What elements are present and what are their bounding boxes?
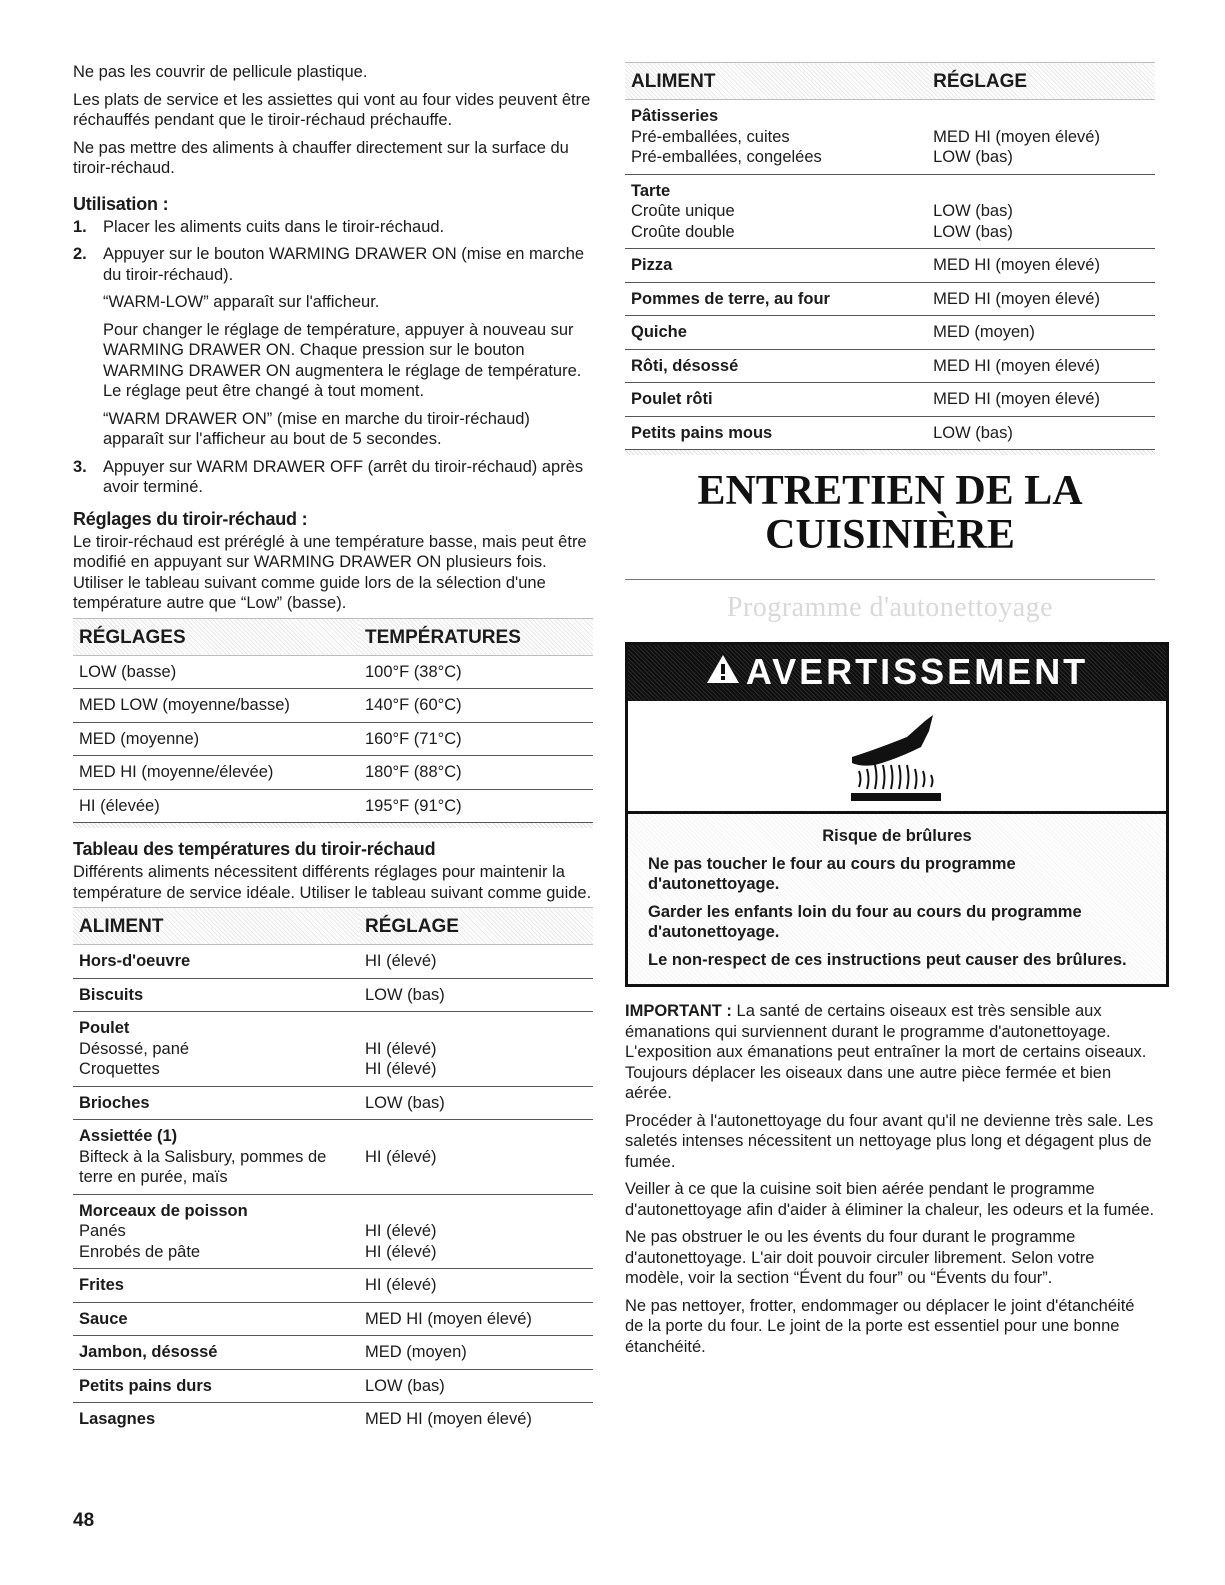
col-reglage: RÉGLAGE	[359, 908, 593, 945]
food-setting: LOW (bas)	[359, 1086, 593, 1120]
paragraph: Veiller à ce que la cuisine soit bien aérée pendant le programme d'autonettoyage afin d'aider à éliminer la chaleur, les odeurs et la fumée.	[625, 1180, 1155, 1219]
page-number: 48	[73, 1510, 95, 1531]
food-item: Bifteck à la Salisbury, pommes de terre en purée, maïs	[79, 1147, 327, 1186]
reglages-heading: Réglages du tiroir-réchaud :	[73, 508, 308, 529]
step-2-note-3: “WARM DRAWER ON” (mise en marche du tiroir-réchaud) apparaît sur l'afficheur au bout de 5 secondes.	[103, 409, 530, 448]
warning-line-2: Garder les enfants loin du four au cours du programme d'autonettoyage.	[648, 902, 1082, 941]
warning-box	[625, 642, 1169, 987]
food-setting: LOW (bas)	[359, 978, 593, 1012]
section-title: ENTRETIEN DE LA CUISINIÈRE	[697, 468, 1083, 558]
food-setting: HI (élevé)	[359, 945, 593, 979]
food-setting: MED HI (moyen élevé)	[365, 1410, 532, 1428]
table-row	[73, 1403, 593, 1436]
step-2-note-2: Pour changer le réglage de température, appuyer à nouveau sur WARMING DRAWER ON. Chaque pression sur le bouton WARMING DRAWER ON augmentera le réglage de température. Le réglage peut être changé à tout moment.	[103, 320, 582, 400]
food-category: Biscuits	[79, 985, 144, 1004]
left-column	[73, 62, 593, 1436]
warning-risk: Risque de brûlures	[822, 827, 972, 845]
food-setting: HI (élevé)	[365, 1060, 437, 1078]
food-setting: HI (élevé)	[365, 1242, 437, 1261]
table-row	[73, 1120, 593, 1195]
food-setting: LOW (bas)	[933, 423, 1013, 442]
table-row: LOW (basse) 100°F (38°C)	[73, 655, 593, 689]
warning-header: AVERTISSEMENT	[628, 645, 1166, 701]
warning-body	[628, 814, 1166, 984]
intro-paragraph-3: Ne pas mettre des aliments à chauffer directement sur la surface du tiroir-réchaud.	[73, 138, 569, 177]
food-category: Morceaux de poisson	[79, 1201, 248, 1220]
col-aliment: ALIMENT	[625, 63, 927, 100]
food-item: Croûte unique	[631, 202, 735, 220]
food-item: Pré-emballées, cuites	[631, 127, 790, 146]
col-reglages: RÉGLAGES	[73, 618, 359, 655]
food-item: Panés	[79, 1222, 126, 1240]
food-category: Lasagnes	[79, 1410, 156, 1428]
food-setting: MED HI (moyen élevé)	[927, 282, 1155, 316]
table-row	[625, 249, 1155, 283]
food-category: Petits pains mous	[631, 423, 773, 442]
intro-paragraph-1: Ne pas les couvrir de pellicule plastique.	[73, 63, 368, 81]
table-row	[625, 282, 1155, 316]
table-row: MED HI (moyenne/élevée) 180°F (88°C)	[73, 756, 593, 790]
col-temperatures: TEMPÉRATURES	[359, 618, 593, 655]
reglages-text: Le tiroir-réchaud est préréglé à une température basse, mais peut être modifié en appuyant sur WARMING DRAWER ON plusieurs fois. Utiliser le tableau suivant comme guide lors de la sélection d'une température autre que “Low” (basse).	[73, 532, 587, 612]
food-category: Pommes de terre, au four	[631, 289, 830, 308]
food-category: Sauce	[79, 1309, 128, 1328]
table-row	[73, 945, 593, 979]
table-row	[73, 1369, 593, 1403]
temperature-settings-table	[73, 618, 593, 823]
food-item: Croquettes	[79, 1060, 160, 1078]
food-setting: MED HI (moyen élevé)	[359, 1302, 593, 1336]
food-category: Frites	[79, 1276, 124, 1294]
food-category: Poulet	[79, 1019, 130, 1037]
warning-line-1: Ne pas toucher le four au cours du programme d'autonettoyage.	[648, 854, 1016, 893]
col-aliment: ALIMENT	[73, 908, 359, 945]
title-divider	[625, 579, 1155, 580]
table-row	[73, 1336, 593, 1370]
food-category: Pâtisseries	[631, 107, 719, 125]
food-item: Croûte double	[631, 222, 735, 241]
table-end-rule	[625, 449, 1155, 455]
food-setting: MED HI (moyen élevé)	[927, 383, 1155, 417]
paragraph: Ne pas obstruer le ou les évents du four durant le programme d'autonettoyage. L'air doit pouvoir circuler librement. Selon votre modèle, voir la section “Évent du four” ou “Évents du four”.	[625, 1228, 1095, 1287]
table-row	[625, 100, 1155, 175]
table-row: HI (élevée) 195°F (91°C)	[79, 796, 462, 815]
tableau-heading: Tableau des températures du tiroir-réchaud	[73, 839, 436, 859]
step-2-note-1: “WARM-LOW” apparaît sur l'afficheur.	[103, 293, 380, 311]
table-end-rule	[73, 822, 593, 828]
table-row: MED LOW (moyenne/basse) 140°F (60°C)	[73, 689, 593, 723]
food-category: Rôti, désossé	[631, 356, 739, 375]
food-settings-table-left	[73, 907, 593, 1436]
food-settings-table-right	[625, 62, 1155, 449]
food-item: Enrobés de pâte	[79, 1242, 201, 1261]
table-row	[625, 383, 1155, 417]
food-setting: MED HI (moyen élevé)	[927, 349, 1155, 383]
step-3: 3. Appuyer sur WARM DRAWER OFF (arrêt du tiroir-réchaud) après avoir terminé.	[73, 457, 584, 496]
food-setting: MED (moyen)	[927, 316, 1155, 350]
table-row	[73, 1086, 593, 1120]
food-category: Petits pains durs	[79, 1376, 212, 1395]
table-row	[73, 1269, 593, 1303]
paragraph: Ne pas nettoyer, frotter, endommager ou déplacer le joint d'étanchéité de la porte du four. Le joint de la porte est essentiel pour une bonne étanchéité.	[625, 1296, 1135, 1356]
food-category: Hors-d'oeuvre	[79, 952, 191, 970]
food-category: Quiche	[631, 323, 687, 341]
table-row	[625, 174, 1155, 249]
important-label: IMPORTANT :	[625, 1002, 732, 1020]
paragraph: Procéder à l'autonettoyage du four avant qu'il ne devienne très sale. Les saletés intenses nécessitent un nettoyage plus long et dégagent plus de fumée.	[625, 1111, 1154, 1171]
food-item: Pré-emballées, congelées	[631, 148, 822, 166]
step-1: 1. Placer les aliments cuits dans le tiroir-réchaud.	[73, 217, 445, 236]
utilisation-steps	[73, 217, 593, 498]
col-reglage: RÉGLAGE	[927, 63, 1155, 100]
tableau-text: Différents aliments nécessitent différents réglages pour maintenir la température de service idéale. Utiliser le tableau suivant comme guide.	[73, 863, 592, 902]
food-item: Désossé, pané	[79, 1039, 190, 1058]
food-setting: LOW (bas)	[933, 202, 1013, 220]
table-row	[73, 1194, 593, 1269]
table-row	[73, 978, 593, 1012]
table-row	[625, 316, 1155, 350]
warning-triangle-icon	[706, 651, 740, 693]
table-row: MED (moyenne) 160°F (71°C)	[73, 722, 593, 756]
utilisation-heading: Utilisation :	[73, 193, 169, 214]
food-category: Jambon, désossé	[79, 1343, 218, 1361]
food-setting: HI (élevé)	[365, 1222, 437, 1240]
food-setting: MED (moyen)	[359, 1336, 593, 1370]
food-setting: HI (élevé)	[365, 1147, 437, 1166]
food-category: Tarte	[631, 181, 671, 200]
hot-surface-icon	[628, 701, 1166, 814]
food-category: Brioches	[79, 1093, 150, 1112]
food-setting: LOW (bas)	[933, 148, 1013, 166]
table-row	[625, 416, 1155, 449]
food-category: Assiettée (1)	[79, 1127, 178, 1145]
food-setting: HI (élevé)	[365, 1039, 437, 1058]
warning-line-3: Le non-respect de ces instructions peut causer des brûlures.	[648, 950, 1127, 969]
important-paragraph: IMPORTANT : La santé de certains oiseaux est très sensible aux émanations qui surviennent durant le programme d'autonettoyage. L'exposition aux émanations peut entraîner la mort de certains oiseaux. Toujours déplacer les oiseaux dans une autre pièce fermée et bien aérée.	[625, 1002, 1147, 1102]
food-setting: LOW (bas)	[359, 1369, 593, 1403]
intro-paragraph-2: Les plats de service et les assiettes qui vont au four vides peuvent être réchauffés pendant que le tiroir-réchaud préchauffe.	[73, 90, 591, 129]
table-row	[73, 1302, 593, 1336]
food-setting: HI (élevé)	[359, 1269, 593, 1303]
food-setting: MED HI (moyen élevé)	[933, 127, 1100, 146]
right-column	[625, 62, 1155, 1364]
food-category: Poulet rôti	[631, 390, 713, 408]
subsection-title: Programme d'autonettoyage	[726, 592, 1054, 623]
food-category: Pizza	[631, 256, 673, 274]
step-2: 2. Appuyer sur le bouton WARMING DRAWER ON (mise en marche du tiroir-réchaud). “WARM-LOW” apparaît sur l'afficheur. Pour changer le réglage de température, appuyer à nouveau sur WARMING DRAWER ON. Chaque pression sur le bouton WARMING DRAWER ON augmentera le réglage de température. Le réglage peut être changé à tout moment. “WARM DRAWER ON” (mise en marche du tiroir-réchaud) apparaît sur l'afficheur au bout de 5 secondes.	[73, 244, 593, 450]
table-row	[625, 349, 1155, 383]
food-setting: MED HI (moyen élevé)	[927, 249, 1155, 283]
table-row	[73, 1012, 593, 1087]
food-setting: LOW (bas)	[933, 222, 1013, 241]
